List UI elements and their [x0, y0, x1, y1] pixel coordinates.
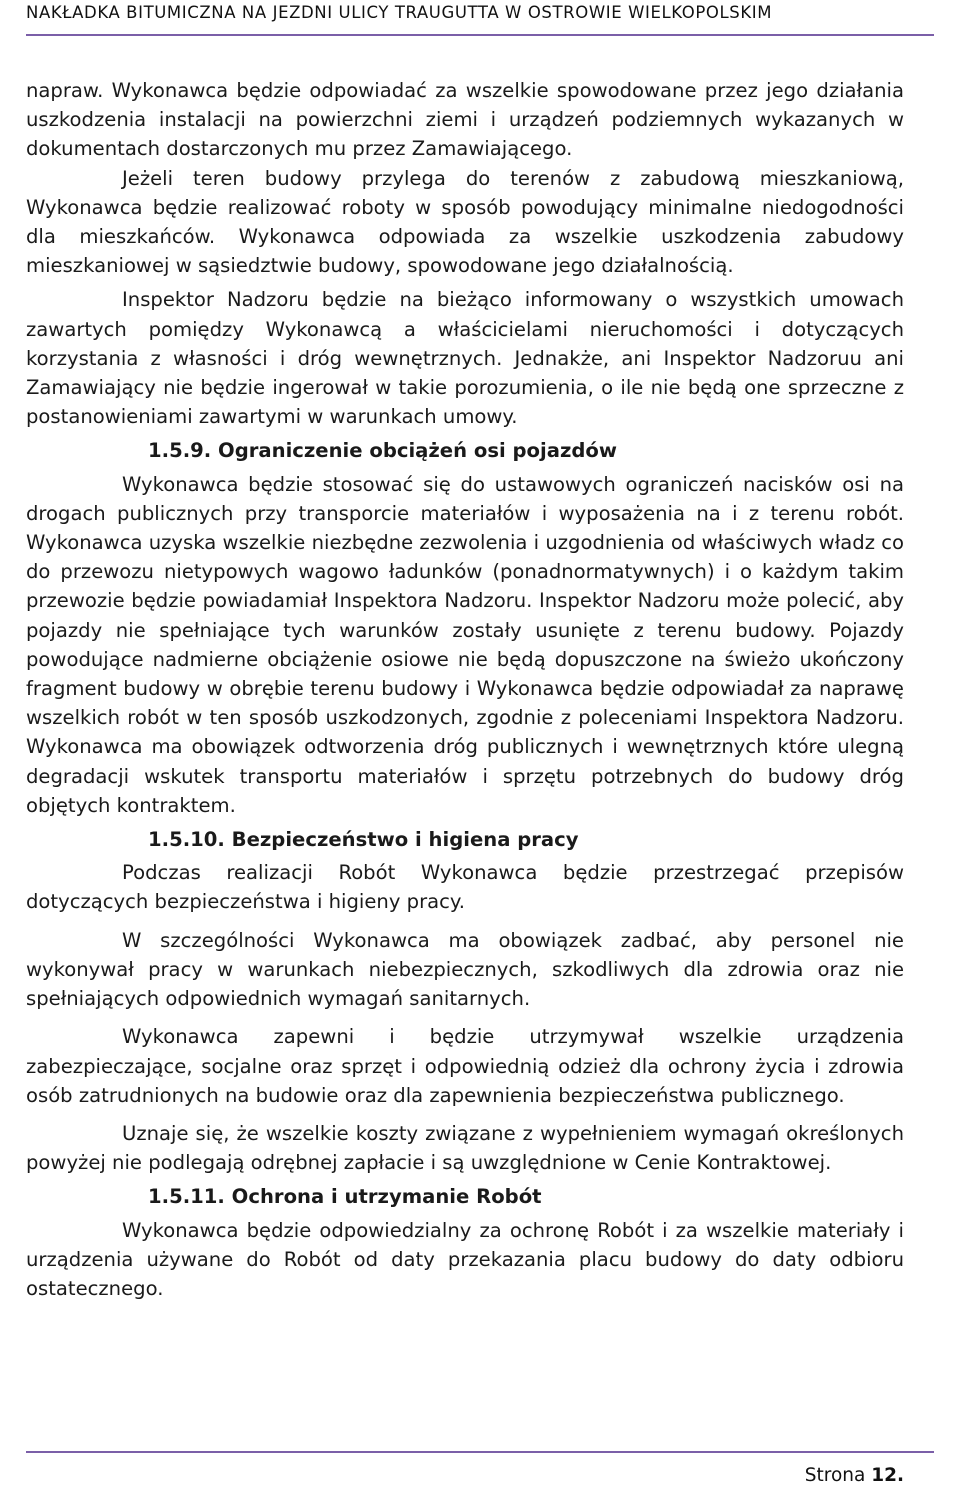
paragraph-napraw: napraw. Wykonawca będzie odpowiadać za wszelkie spowodowane przez jego działania uszkodzenia instalacji na powierzchni ziemi i urządzeń podziemnych wykazanych w dokumentach dostarczonych mu przez Zamawiającego.	[26, 79, 904, 161]
header-divider	[26, 34, 934, 36]
page-number: 12.	[871, 1465, 904, 1486]
paragraph-personel: W szczególności Wykonawca ma obowiązek zadbać, aby personel nie wykonywał pracy w warunkach niebezpiecznych, szkodliwych dla zdrowia oraz nie spełniających odpowiednich wymagań sanitarnych.	[26, 928, 904, 1011]
page-footer	[805, 1464, 904, 1488]
document-body	[26, 76, 904, 1303]
paragraph-ochrona: Wykonawca będzie odpowiedzialny za ochronę Robót i za wszelkie materiały i urządzenia używane do Robót od daty przekazania placu budowy do daty odbioru ostatecznego.	[26, 1218, 904, 1300]
paragraph-inspektor: Inspektor Nadzoru będzie na bieżąco informowany o wszystkich umowach zawartych pomiędzy Wykonawcą a właścicielami nieruchomości i dotyczących korzystania z własności i dróg wewnętrznych. Jednakże, ani Inspektor Nadzoruu ani Zamawiający nie będzie ingerował w takie porozumienia, o ile nie będą one sprzeczne z postanowieniami zawartymi w warunkach umowy.	[26, 288, 904, 429]
section-heading-1-5-11: 1.5.11. Ochrona i utrzymanie Robót	[148, 1185, 542, 1209]
paragraph-bhp: Podczas realizacji Robót Wykonawca będzie przestrzegać przepisów dotyczących bezpieczeństwa i higieny pracy.	[26, 861, 904, 914]
document-title: NAKŁADKA BITUMICZNA NA JEZDNI ULICY TRAUGUTTA W OSTROWIE WIELKOPOLSKIM	[26, 3, 773, 22]
paragraph-koszty: Uznaje się, że wszelkie koszty związane z wypełnieniem wymagań określonych powyżej nie podlegają odrębnej zapłacie i są uwzględnione w Cenie Kontraktowej.	[26, 1121, 904, 1175]
paragraph-ograniczenie: Wykonawca będzie stosować się do ustawowych ograniczeń nacisków osi na drogach publicznych przy transporcie materiałów i wyposażenia na i z terenu robót. Wykonawca uzyska wszelkie niezbędne zezwolenia i uzgodnienia od właściwych władz co do przewozu nietypowych wagowo ładunków (ponadnormatywnych) i o każdym takim przewozie będzie powiadamiał Inspektora Nadzoru. Inspektor Nadzoru może polecić, aby pojazdy nie spełniające tych warunków zostały usunięte z terenu budowy. Pojazdy powodujące nadmierne obciążenie osiowe nie będą dopuszczone na świeżo ukończony fragment budowy w obrębie terenu budowy i Wykonawca będzie odpowiadał za naprawę wszelkich robót w ten sposób uszkodzonych, zgodnie z poleceniami Inspektora Nadzoru. Wykonawca ma obowiązek odtworzenia dróg publicznych i wewnętrznych które ulegną degradacji wskutek transportu materiałów i sprzętu potrzebnych do budowy dróg objętych kontraktem.	[26, 472, 904, 817]
section-heading-1-5-9: 1.5.9. Ograniczenie obciążeń osi pojazdów	[148, 439, 617, 463]
paragraph-zabudowa: Jeżeli teren budowy przylega do terenów z zabudową mieszkaniową, Wykonawca będzie realizować roboty w sposób powodujący minimalne niedogodności dla mieszkańców. Wykonawca odpowiada za wszelkie uszkodzenia zabudowy mieszkaniowej w sąsiedztwie budowy, spowodowane jego działalnością.	[26, 166, 904, 278]
paragraph-urzadzenia: Wykonawca zapewni i będzie utrzymywał wszelkie urządzenia zabezpieczające, socjalne oraz sprzęt i odpowiednią odzież dla ochrony życia i zdrowia osób zatrudnionych na budowie oraz dla zapewnienia bezpieczeństwa publicznego.	[26, 1025, 904, 1107]
page-header	[26, 0, 934, 32]
footer-divider	[26, 1451, 934, 1453]
section-heading-1-5-10: 1.5.10. Bezpieczeństwo i higiena pracy	[148, 828, 579, 852]
page-label: Strona	[804, 1465, 866, 1486]
